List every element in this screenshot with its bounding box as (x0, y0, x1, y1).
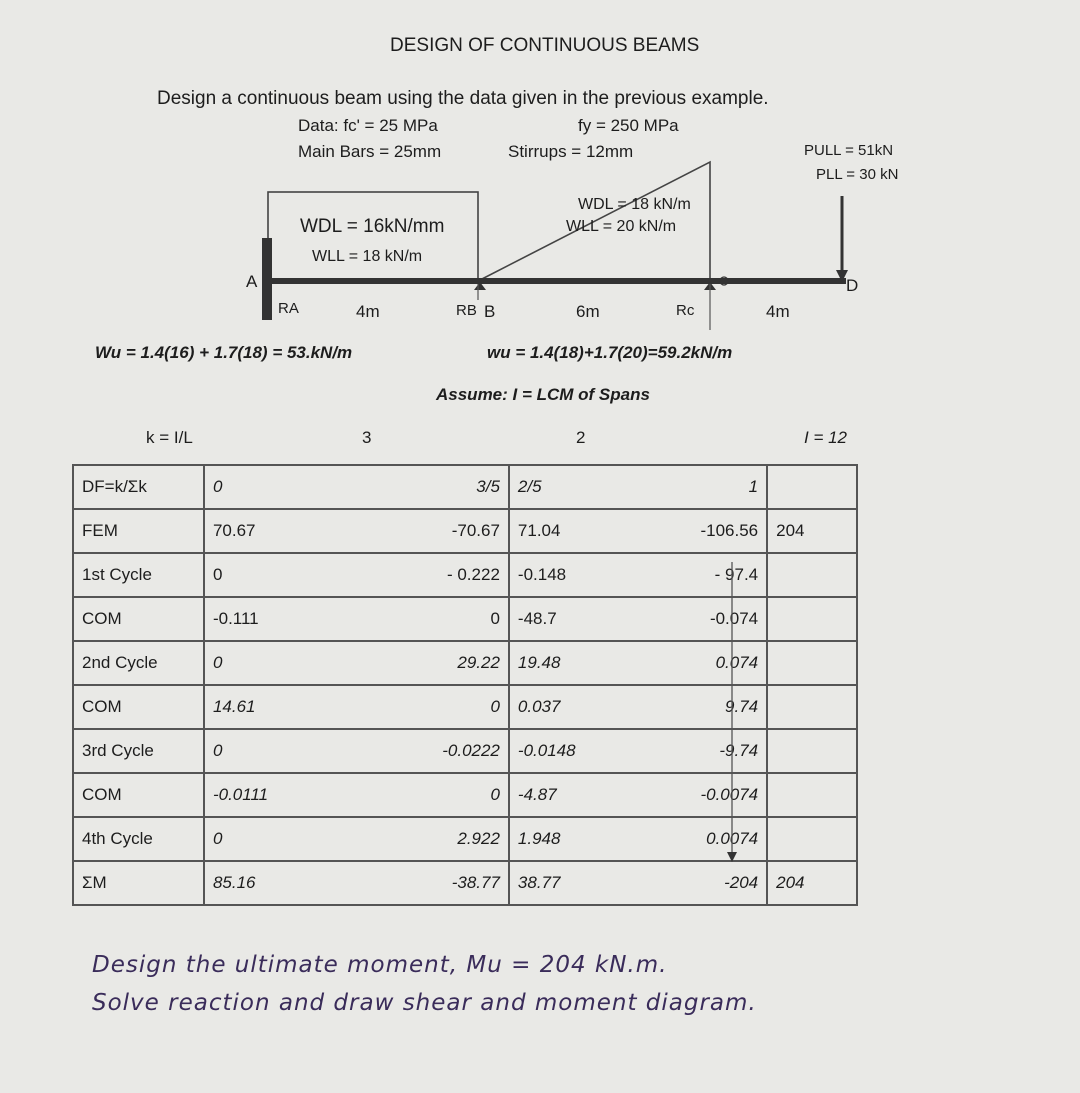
cell-b-right: 0.037 (509, 685, 670, 729)
table-row (73, 597, 857, 641)
table-row (73, 553, 857, 597)
row-label: ΣM (73, 861, 204, 905)
page-title: DESIGN OF CONTINUOUS BEAMS (390, 35, 700, 56)
cell-b-left: -70.67 (359, 509, 509, 553)
table-row (73, 817, 857, 861)
row-label: FEM (73, 509, 204, 553)
span2-wll: WLL = 20 kN/m (566, 218, 677, 235)
cell-b-right: 71.04 (509, 509, 670, 553)
beam-line (268, 278, 846, 284)
label-a: A (246, 272, 258, 291)
cell-a: -0.111 (204, 597, 359, 641)
ultimate-load-span2: wu = 1.4(18)+1.7(20)=59.2kN/m (487, 343, 733, 362)
cell-d: 204 (767, 509, 857, 553)
cell-b-right: -0.148 (509, 553, 670, 597)
row-label: 4th Cycle (73, 817, 204, 861)
cell-b-left: -0.0222 (359, 729, 509, 773)
row-label: 3rd Cycle (73, 729, 204, 773)
cell-a: 0 (204, 729, 359, 773)
cell-b-left: 29.22 (359, 641, 509, 685)
cell-b-left: 0 (359, 597, 509, 641)
cell-b-left: 0 (359, 685, 509, 729)
cell-c: 0.0074 (670, 817, 767, 861)
cell-c: 9.74 (670, 685, 767, 729)
cell-c: -0.0074 (670, 773, 767, 817)
cell-b-right: 2/5 (509, 465, 670, 509)
data-stirrups: Stirrups = 12mm (508, 142, 634, 161)
cell-a: 14.61 (204, 685, 359, 729)
label-rc: Rc (676, 302, 695, 319)
cell-b-right: -0.0148 (509, 729, 670, 773)
row-label: COM (73, 773, 204, 817)
cell-a: 0 (204, 465, 359, 509)
table-row (73, 641, 857, 685)
cell-d (767, 729, 857, 773)
row-label: 1st Cycle (73, 553, 204, 597)
stiffness-label: k = I/L (146, 428, 193, 447)
cell-b-right: 38.77 (509, 861, 670, 905)
cell-a: 85.16 (204, 861, 359, 905)
ultimate-load-span1: Wu = 1.4(16) + 1.7(18) = 53.kN/m (95, 343, 353, 362)
cell-b-left: - 0.222 (359, 553, 509, 597)
cell-d (767, 817, 857, 861)
cell-d: 204 (767, 861, 857, 905)
cell-a: -0.0111 (204, 773, 359, 817)
cell-c: -106.56 (670, 509, 767, 553)
cell-b-right: 19.48 (509, 641, 670, 685)
span2-length: 6m (576, 302, 600, 321)
cell-d (767, 685, 857, 729)
stiffness-ab: 3 (362, 428, 372, 447)
span2-wdl: WDL = 18 kN/m (578, 196, 691, 213)
span1-length: 4m (356, 302, 380, 321)
cell-b-left: -38.77 (359, 861, 509, 905)
stiffness-bc: 2 (576, 428, 586, 447)
table-row (73, 465, 857, 509)
data-fy: fy = 250 MPa (578, 116, 679, 135)
handwritten-note-1: Design the ultimate moment, Mu = 204 kN.m. (92, 952, 668, 978)
cell-a: 0 (204, 817, 359, 861)
row-label: COM (73, 685, 204, 729)
table-row (73, 861, 857, 905)
assumption: Assume: I = LCM of Spans (436, 385, 650, 404)
cell-a: 0 (204, 553, 359, 597)
data-main-bars: Main Bars = 25mm (298, 142, 442, 161)
cell-a: 70.67 (204, 509, 359, 553)
cell-c: -204 (670, 861, 767, 905)
label-rb: RB (456, 302, 477, 319)
handwritten-note-2: Solve reaction and draw shear and moment diagram. (92, 990, 757, 1016)
cell-b-right: -4.87 (509, 773, 670, 817)
cell-b-left: 0 (359, 773, 509, 817)
cell-d (767, 553, 857, 597)
cell-d (767, 641, 857, 685)
span3-length: 4m (766, 302, 790, 321)
row-label: COM (73, 597, 204, 641)
table-row (73, 773, 857, 817)
table-row (73, 685, 857, 729)
label-ra: RA (278, 300, 299, 317)
cell-b-right: 1.948 (509, 817, 670, 861)
cell-b-left: 3/5 (359, 465, 509, 509)
row-label: 2nd Cycle (73, 641, 204, 685)
cell-d (767, 773, 857, 817)
inertia-value: I = 12 (804, 428, 848, 447)
cell-d (767, 465, 857, 509)
table-row (73, 509, 857, 553)
point-load-live: PLL = 30 kN (816, 166, 899, 183)
label-b: B (484, 302, 496, 321)
point-load-ultimate: PULL = 51kN (804, 142, 894, 159)
cell-c: -9.74 (670, 729, 767, 773)
span1-wdl: WDL = 16kN/mm (300, 216, 445, 237)
data-fc: Data: fc' = 25 MPa (298, 116, 438, 135)
cell-c: 1 (670, 465, 767, 509)
cell-a: 0 (204, 641, 359, 685)
label-d: D (846, 276, 859, 295)
intro-text: Design a continuous beam using the data given in the previous example. (157, 88, 769, 109)
cell-c: 0.074 (670, 641, 767, 685)
table-row (73, 729, 857, 773)
cell-c: - 97.4 (670, 553, 767, 597)
row-label: DF=k/Σk (73, 465, 204, 509)
cell-b-left: 2.922 (359, 817, 509, 861)
cell-d (767, 597, 857, 641)
moment-distribution-table (72, 464, 858, 906)
cell-b-right: -48.7 (509, 597, 670, 641)
cell-c: -0.074 (670, 597, 767, 641)
span1-wll: WLL = 18 kN/m (312, 248, 423, 265)
